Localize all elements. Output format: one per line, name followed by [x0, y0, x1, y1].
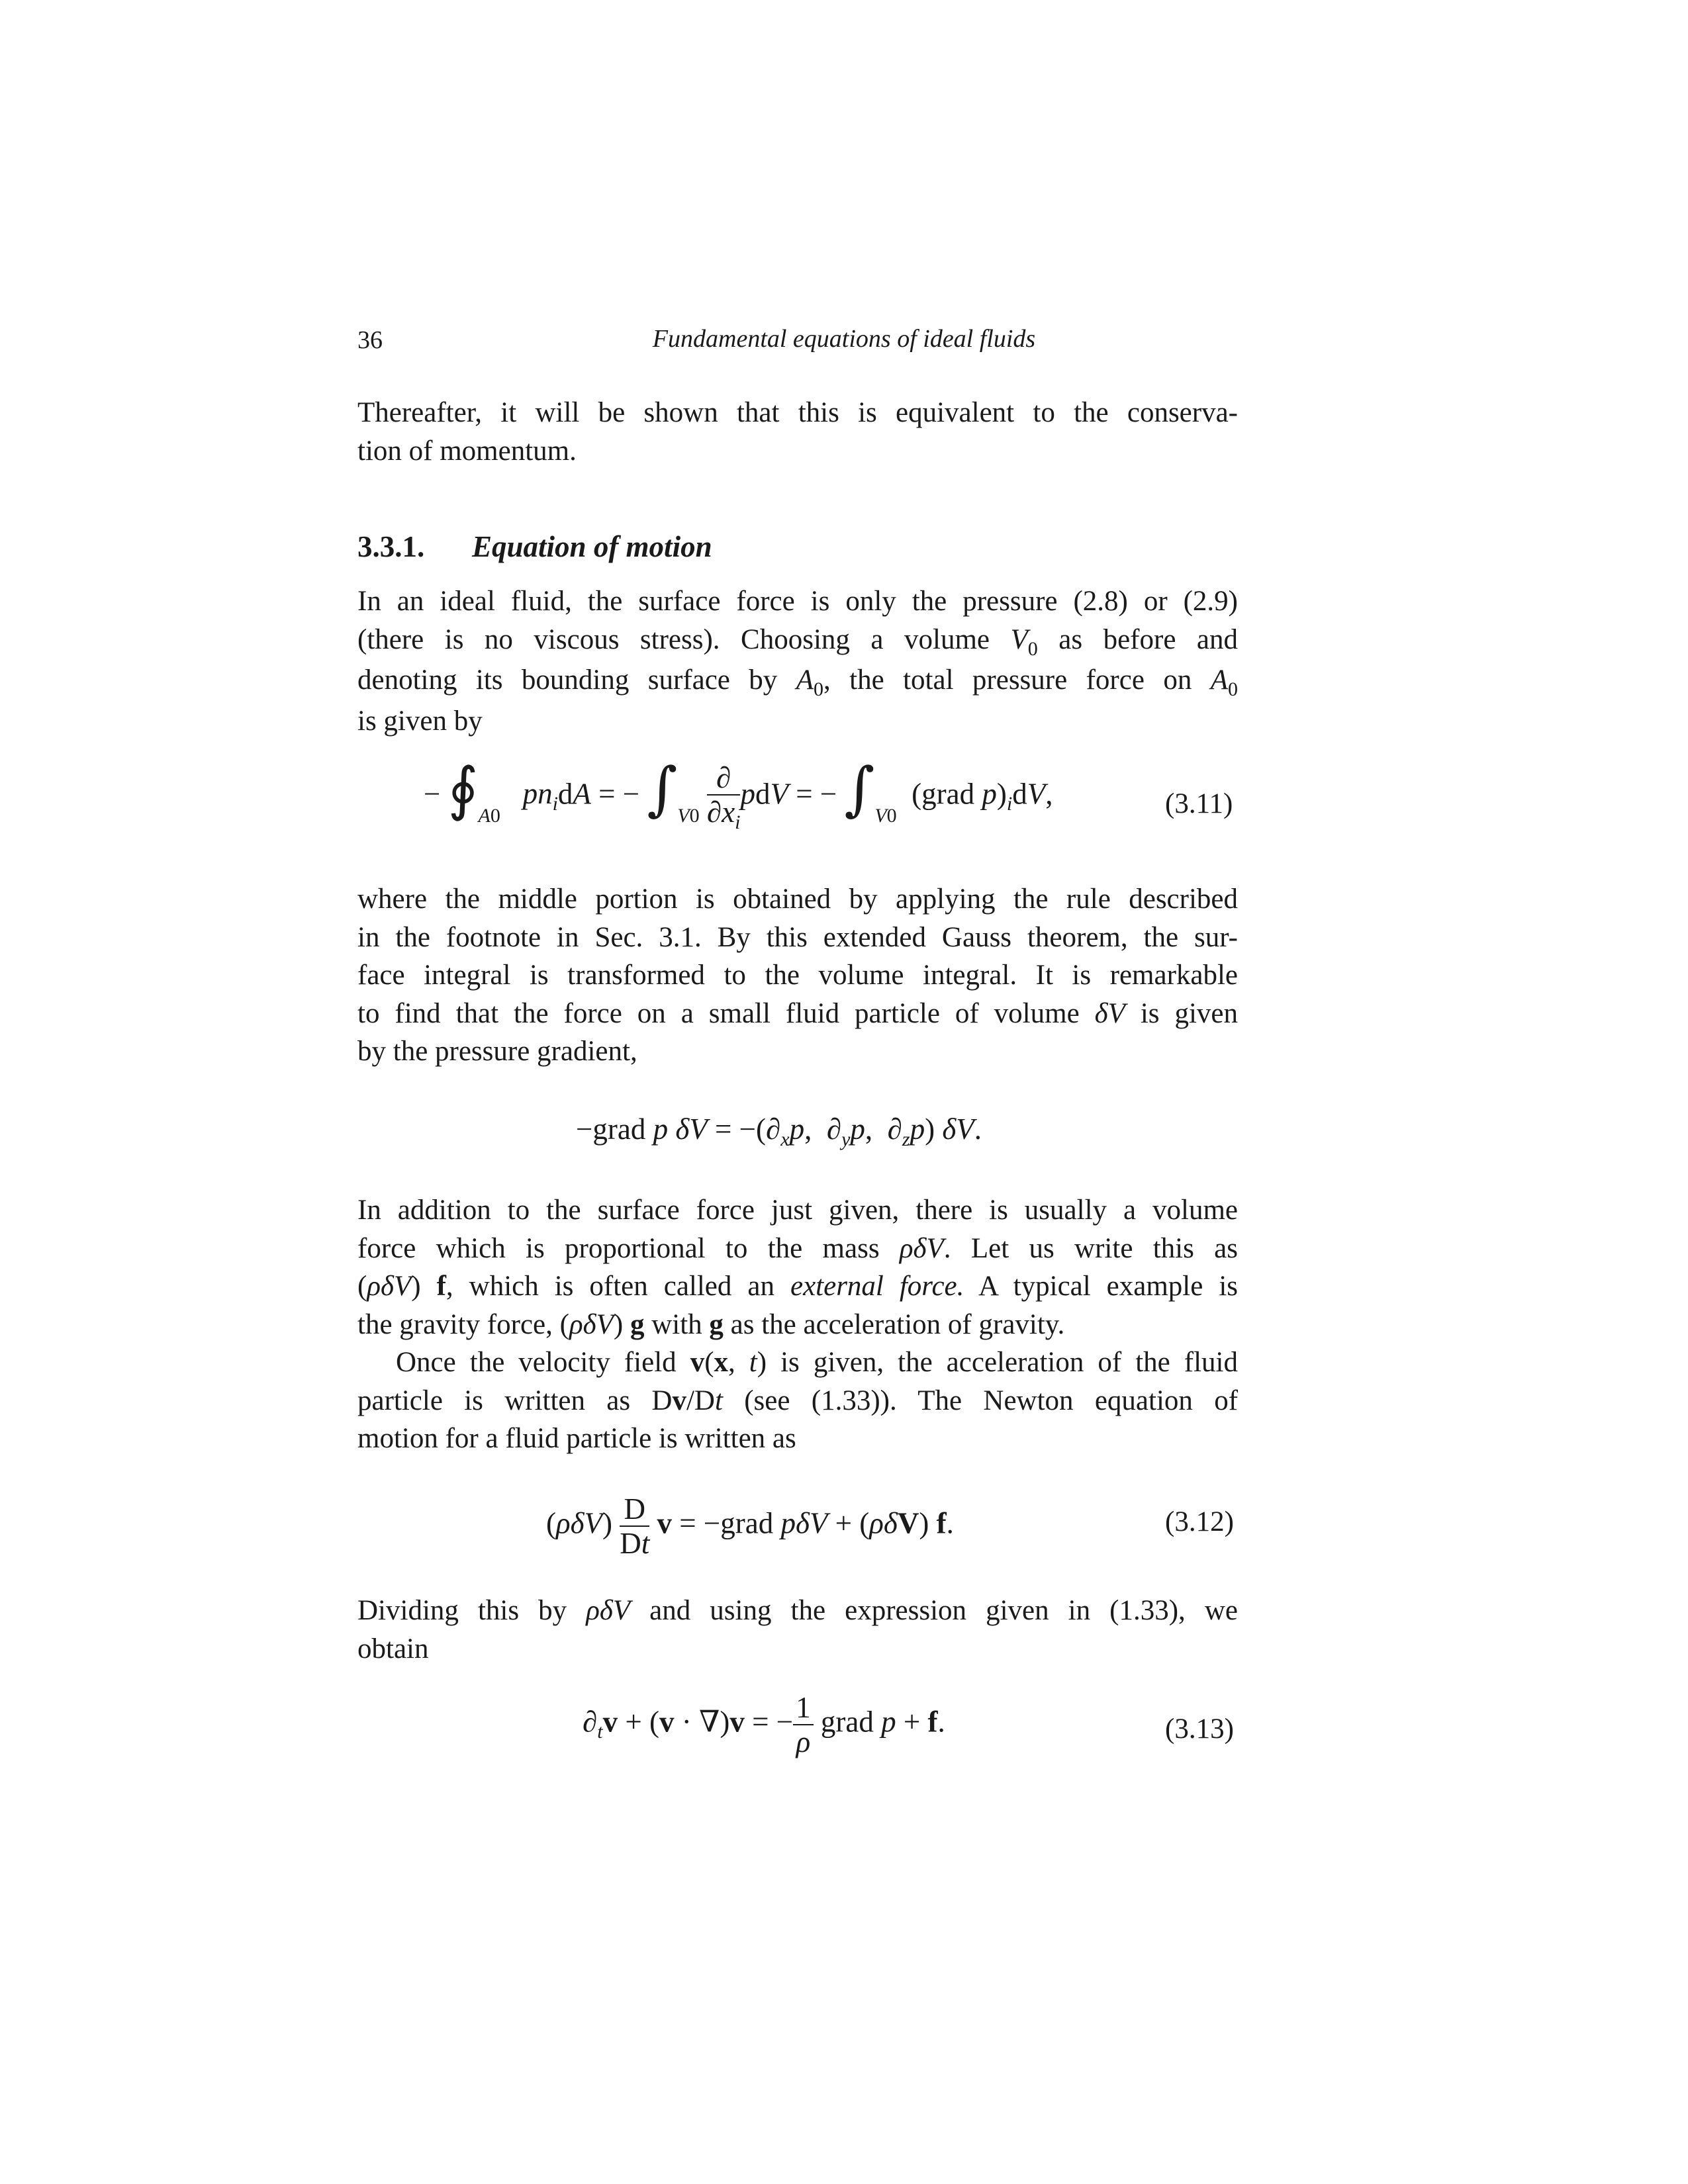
- equation-number-3-13: (3.13): [1165, 1713, 1234, 1745]
- equation-3-13: $\partial_tv + (v \cdot \nabla)v$ = − $\frac{1}{\rho}$ grad p + f.: [583, 1691, 945, 1758]
- para2-line-5: by the pressure gradient,: [357, 1036, 637, 1067]
- para2-line-1: where the middle portion is obtained by applying the rule described: [357, 884, 1238, 915]
- para4-line-3: motion for a fluid particle is written as: [357, 1423, 796, 1454]
- para5-line-1: Dividing this by ρδV and using the expression given in (1.33), we: [357, 1595, 1238, 1626]
- para1-line-4: is given by: [357, 705, 483, 737]
- para1-line-1: In an ideal fluid, the surface force is only the pressure (2.8) or (2.9): [357, 586, 1238, 617]
- para3-line-3: (ρδV) f, which is often called an external force. A typical example is: [357, 1271, 1239, 1302]
- section-number: 3.3.1.: [357, 530, 425, 563]
- paragraph-4: [357, 1343, 1238, 1458]
- para4-line-2: particle is written as Dv/Dt (see (1.33)). The Newton equation of: [357, 1385, 1239, 1416]
- equation-number-3-11: (3.11): [1165, 788, 1233, 819]
- section-title: Equation of motion: [472, 530, 712, 563]
- paragraph-3: [357, 1191, 1238, 1343]
- para3-line-4: the gravity force, (ρδV) g with g as the acceleration of gravity.: [357, 1308, 1065, 1340]
- paragraph-1: [357, 582, 1238, 740]
- intro-line-1: Thereafter, it will be shown that this is equivalent to the conserva-: [357, 397, 1238, 428]
- para4-line-1: Once the velocity field v(x, t) is given, the acceleration of the fluid: [396, 1347, 1239, 1378]
- para3-line-2: force which is proportional to the mass ρδV. Let us write this as: [357, 1232, 1238, 1264]
- intro-line-2: tion of momentum.: [357, 435, 577, 467]
- paragraph-2: [357, 880, 1238, 1071]
- running-title: Fundamental equations of ideal fluids: [652, 325, 1036, 353]
- equation-3-11: − $∮_{A0}$ $pn_idA$ = − $\int_{V0}$ $\frac{\partial}{\partial x_i}$ pdV = − $\int_{V0}$ (grad $p)_idV$,: [424, 754, 1053, 833]
- para1-line-2: (there is no viscous stress). Choosing a volume $V_0$ as before and: [357, 623, 1238, 660]
- equation-number-3-12: (3.12): [1165, 1506, 1234, 1537]
- para1-line-3: denoting its bounding surface by $A_0$, the total pressure force on $A_0$: [357, 664, 1239, 700]
- para2-line-3: face integral is transformed to the volume integral. It is remarkable: [357, 960, 1238, 991]
- equation-pressure-gradient: −grad p $\delta V = -(\partial_xp$, $\partial_yp$, $\partial_zp$) δV.: [576, 1113, 982, 1150]
- para5-line-2: obtain: [357, 1633, 429, 1664]
- para2-line-4: to find that the force on a small fluid particle of volume δV is given: [357, 997, 1238, 1029]
- equation-3-12: (ρδV) $\frac{D}{Dt}$ v = −grad pδV + (ρδV) f.: [546, 1492, 954, 1560]
- para3-line-1: In addition to the surface force just given, there is usually a volume: [357, 1195, 1238, 1226]
- para2-line-2: in the footnote in Sec. 3.1. By this extended Gauss theorem, the sur-: [357, 921, 1238, 953]
- intro-paragraph: [357, 394, 1238, 470]
- page-number: 36: [357, 326, 383, 354]
- paragraph-5: [357, 1592, 1238, 1668]
